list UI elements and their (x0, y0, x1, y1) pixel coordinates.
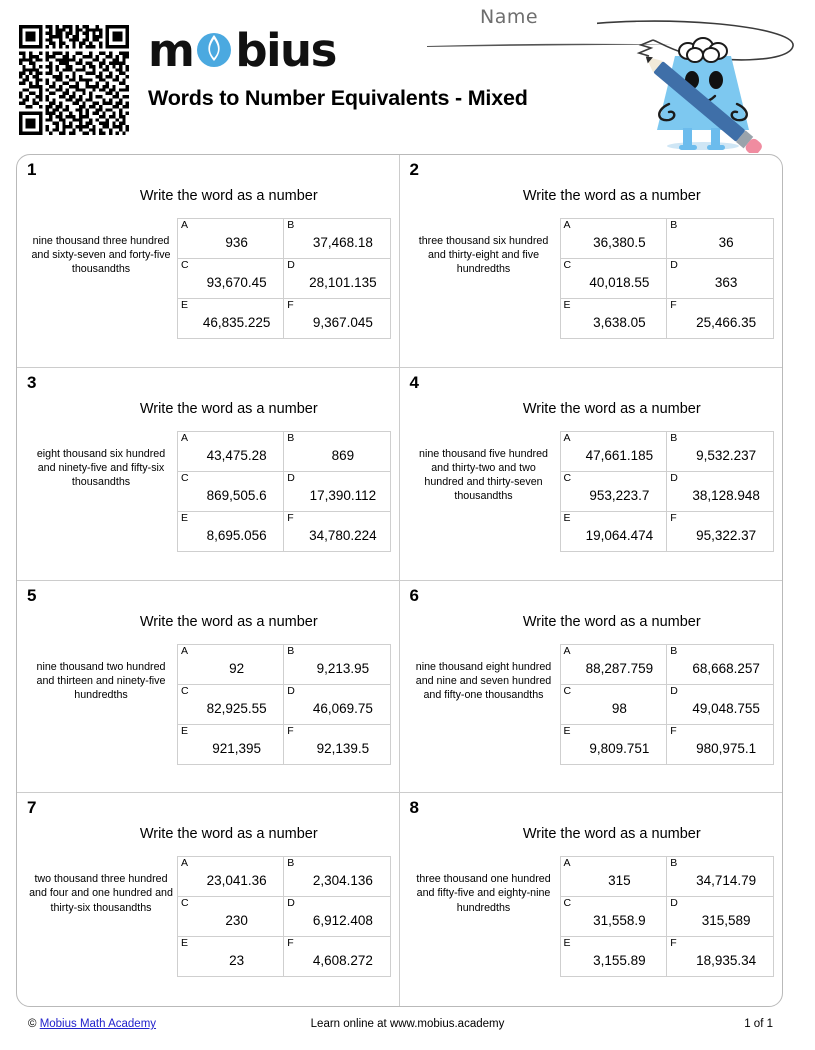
option-value: 8,695.056 (206, 527, 267, 543)
options-table (177, 644, 391, 765)
option-cell-f[interactable] (284, 937, 390, 977)
option-letter: D (670, 259, 678, 271)
options-row (560, 684, 774, 724)
footer-page-indicator: 1 of 1 (744, 1018, 773, 1030)
question-cell-2 (400, 155, 783, 368)
option-value: 6,912.408 (312, 913, 373, 929)
option-cell-d[interactable] (284, 259, 390, 299)
option-letter: E (181, 724, 189, 737)
options-table (177, 218, 391, 339)
option-letter: A (563, 431, 571, 444)
option-letter: C (181, 471, 189, 484)
option-value: 47,661.185 (585, 447, 654, 463)
option-letter: A (563, 644, 571, 657)
option-value: 38,128.948 (692, 487, 760, 503)
question-cell-3 (17, 368, 400, 581)
option-letter: C (563, 684, 572, 697)
option-value: 19,064.474 (585, 527, 654, 543)
option-cell-c[interactable] (560, 897, 667, 937)
option-letter: E (563, 724, 571, 737)
option-letter: D (287, 259, 295, 271)
option-cell-a[interactable] (560, 644, 667, 684)
option-cell-a[interactable] (178, 431, 284, 471)
options-table (177, 431, 391, 552)
option-cell-f[interactable] (284, 724, 390, 764)
question-cell-6 (400, 581, 783, 794)
option-cell-c[interactable] (560, 471, 667, 511)
option-value: 34,780.224 (309, 527, 377, 543)
option-value: 82,925.55 (206, 700, 267, 716)
question-prompt: Write the word as a number (139, 400, 318, 417)
option-letter: E (563, 937, 571, 950)
question-words: two thousand three hundred and four and one hundred and thirty-six thousandths (29, 873, 173, 914)
option-value: 68,668.257 (692, 660, 760, 676)
option-cell-c[interactable] (178, 897, 284, 937)
option-cell-f[interactable] (667, 724, 774, 764)
option-cell-d[interactable] (667, 471, 774, 511)
option-letter: C (181, 259, 189, 271)
option-cell-e[interactable] (560, 511, 667, 551)
questions-grid (17, 155, 782, 1006)
option-letter: F (670, 724, 677, 737)
option-cell-e[interactable] (560, 299, 667, 339)
option-letter: C (563, 259, 572, 271)
question-number: 4 (409, 372, 419, 392)
option-letter: B (670, 644, 678, 657)
questions-container (16, 154, 783, 1007)
option-letter: B (287, 857, 295, 870)
option-value: 88,287.759 (585, 660, 654, 676)
option-cell-a[interactable] (560, 857, 667, 897)
option-letter: A (563, 219, 571, 231)
option-value: 3,638.05 (593, 315, 646, 330)
question-number: 6 (409, 585, 419, 605)
option-letter: F (670, 299, 677, 311)
copyright-symbol: © (28, 1018, 37, 1030)
options-row (560, 857, 774, 897)
option-letter: F (287, 511, 294, 524)
option-letter: D (287, 471, 295, 484)
option-value: 980,975.1 (696, 740, 757, 756)
option-cell-a[interactable] (178, 219, 284, 259)
option-value: 869,505.6 (206, 487, 267, 503)
option-cell-e[interactable] (560, 937, 667, 977)
option-cell-a[interactable] (560, 219, 667, 259)
option-cell-d[interactable] (284, 897, 390, 937)
question-prompt: Write the word as a number (139, 826, 318, 843)
option-letter: A (181, 219, 189, 231)
options-table (560, 431, 775, 552)
option-value: 25,466.35 (696, 315, 757, 330)
option-letter: C (181, 897, 189, 910)
option-cell-c[interactable] (178, 471, 284, 511)
option-cell-b[interactable] (667, 219, 774, 259)
options-row (560, 259, 774, 299)
option-cell-e[interactable] (178, 724, 284, 764)
option-cell-b[interactable] (284, 644, 390, 684)
question-words: nine thousand eight hundred and nine and seven hundred and fifty-one thousandths (415, 660, 552, 701)
question-words: three thousand one hundred and fifty-five and eighty-nine hundredths (416, 873, 551, 914)
option-letter: D (287, 897, 295, 910)
option-letter: B (287, 644, 295, 657)
option-cell-b[interactable] (284, 219, 390, 259)
question-number: 1 (27, 160, 37, 179)
options-row (560, 937, 774, 977)
question-number: 2 (409, 160, 419, 179)
option-value: 34,714.79 (696, 873, 757, 889)
question-words: eight thousand six hundred and ninety-five and fifty-six thousandths (36, 447, 166, 488)
option-cell-d[interactable] (284, 684, 390, 724)
option-cell-c[interactable] (178, 259, 284, 299)
options-row (178, 897, 391, 937)
options-row (560, 724, 774, 764)
brand-block (148, 24, 598, 111)
option-value: 92,139.5 (316, 740, 370, 756)
option-cell-e[interactable] (178, 937, 284, 977)
option-letter: C (181, 684, 189, 697)
option-cell-b[interactable] (667, 857, 774, 897)
options-row (178, 937, 391, 977)
option-value: 363 (714, 275, 738, 290)
option-value: 9,367.045 (312, 315, 373, 330)
options-row (178, 259, 391, 299)
question-cell-1 (17, 155, 400, 368)
option-cell-b[interactable] (667, 644, 774, 684)
question-cell-4 (400, 368, 783, 581)
option-value: 869 (331, 447, 355, 463)
option-value: 46,069.75 (312, 700, 373, 716)
option-letter: A (181, 431, 189, 444)
options-row (178, 644, 391, 684)
option-cell-f[interactable] (284, 511, 390, 551)
option-cell-e[interactable] (560, 724, 667, 764)
question-prompt: Write the word as a number (522, 400, 701, 417)
page-footer (0, 1018, 815, 1038)
option-cell-e[interactable] (178, 511, 284, 551)
option-cell-a[interactable] (560, 431, 667, 471)
question-words: nine thousand two hundred and thirteen and ninety-five hundredths (36, 660, 166, 701)
logo-text-after: bius (235, 23, 336, 77)
option-value: 40,018.55 (589, 275, 650, 290)
question-number: 5 (27, 585, 37, 605)
question-words: nine thousand three hundred and sixty-seven and forty-five thousandths (31, 235, 171, 276)
question-cell-7 (17, 793, 400, 1006)
options-row (178, 219, 391, 259)
option-letter: E (563, 511, 571, 524)
option-value: 18,935.34 (696, 953, 757, 969)
question-number: 7 (27, 798, 37, 818)
options-row (560, 471, 774, 511)
mobius-math-academy-link[interactable]: Mobius Math Academy (39, 1018, 157, 1030)
option-letter: B (670, 857, 678, 870)
mobius-logo (148, 24, 598, 76)
option-letter: E (181, 937, 189, 950)
worksheet-header (0, 0, 815, 152)
option-letter: F (287, 937, 294, 950)
option-letter: D (670, 897, 678, 910)
option-value: 315,589 (701, 913, 751, 929)
question-words: three thousand six hundred and thirty-eight and five hundredths (418, 235, 549, 276)
option-value: 953,223.7 (589, 487, 650, 503)
options-row (178, 724, 391, 764)
option-letter: D (287, 684, 295, 697)
options-row (560, 219, 774, 259)
option-cell-f[interactable] (667, 299, 774, 339)
option-value: 315 (608, 873, 631, 889)
option-cell-d[interactable] (667, 684, 774, 724)
option-value: 28,101.135 (309, 275, 377, 290)
question-prompt: Write the word as a number (522, 613, 701, 630)
question-prompt: Write the word as a number (522, 826, 701, 843)
question-prompt: Write the word as a number (139, 188, 318, 204)
option-value: 921,395 (212, 740, 262, 756)
option-letter: A (181, 644, 189, 657)
options-table (177, 856, 391, 977)
option-value: 98 (611, 700, 627, 716)
option-letter: F (670, 511, 677, 524)
option-letter: F (287, 299, 294, 311)
question-number: 8 (409, 798, 419, 818)
option-value: 17,390.112 (309, 487, 377, 503)
option-letter: B (670, 219, 678, 231)
option-letter: B (670, 431, 678, 444)
option-letter: B (287, 219, 295, 231)
option-value: 36 (718, 235, 734, 250)
blue-character-with-pencil-icon (597, 18, 807, 153)
option-cell-e[interactable] (178, 299, 284, 339)
option-value: 4,608.272 (312, 953, 373, 969)
question-cell-5 (17, 581, 400, 794)
option-cell-a[interactable] (178, 857, 284, 897)
options-table (560, 856, 775, 977)
option-cell-f[interactable] (667, 937, 774, 977)
option-value: 93,670.45 (206, 275, 267, 290)
option-value: 95,322.37 (696, 527, 757, 543)
option-value: 92 (229, 660, 245, 676)
option-cell-d[interactable] (284, 471, 390, 511)
question-cell-8 (400, 793, 783, 1006)
question-prompt: Write the word as a number (139, 613, 318, 630)
logo-text-before: m (148, 23, 194, 77)
option-letter: F (287, 724, 294, 737)
option-value: 9,809.751 (589, 740, 650, 756)
options-row (560, 644, 774, 684)
option-letter: E (563, 299, 571, 311)
option-cell-b[interactable] (284, 857, 390, 897)
blue-swirl-o-icon (194, 30, 234, 70)
options-table (560, 644, 775, 765)
option-cell-a[interactable] (178, 644, 284, 684)
option-value: 9,532.237 (696, 447, 757, 463)
option-letter: C (563, 471, 572, 484)
option-value: 49,048.755 (692, 700, 760, 716)
options-table (560, 218, 775, 339)
option-value: 3,155.89 (593, 953, 646, 969)
option-letter: C (563, 897, 572, 910)
option-value: 43,475.28 (206, 447, 267, 463)
options-row (178, 857, 391, 897)
options-row (560, 299, 774, 339)
option-value: 936 (225, 235, 248, 250)
option-letter: D (670, 471, 678, 484)
options-row (560, 431, 774, 471)
qr-code-icon[interactable] (14, 25, 134, 135)
options-row (178, 511, 391, 551)
option-value: 23,041.36 (206, 873, 267, 889)
option-letter: A (563, 857, 571, 870)
options-row (560, 897, 774, 937)
option-value: 31,558.9 (593, 913, 646, 929)
option-letter: E (181, 299, 189, 311)
option-cell-b[interactable] (284, 431, 390, 471)
option-value: 2,304.136 (312, 873, 373, 889)
option-cell-c[interactable] (178, 684, 284, 724)
options-row (178, 431, 391, 471)
option-value: 46,835.225 (202, 315, 271, 330)
option-cell-b[interactable] (667, 431, 774, 471)
option-letter: A (181, 857, 189, 870)
options-row (560, 511, 774, 551)
page-title: Words to Number Equivalents - Mixed (148, 86, 528, 110)
option-value: 23 (229, 953, 245, 969)
option-cell-c[interactable] (560, 259, 667, 299)
option-value: 36,380.5 (593, 235, 646, 250)
option-letter: B (287, 431, 295, 444)
option-cell-c[interactable] (560, 684, 667, 724)
question-prompt: Write the word as a number (522, 188, 701, 204)
options-row (178, 684, 391, 724)
footer-learn-online-text: Learn online at www.mobius.academy (310, 1018, 505, 1030)
question-words: nine thousand five hundred and thirty-two and two hundred and thirty-seven thousandths (419, 447, 548, 503)
option-letter: F (670, 937, 677, 950)
option-cell-f[interactable] (284, 299, 390, 339)
options-row (178, 471, 391, 511)
option-letter: D (670, 684, 678, 697)
option-cell-d[interactable] (667, 259, 774, 299)
option-value: 9,213.95 (316, 660, 370, 676)
options-row (178, 299, 391, 339)
option-letter: E (181, 511, 189, 524)
option-value: 230 (225, 913, 248, 929)
question-number: 3 (27, 372, 37, 392)
option-cell-d[interactable] (667, 897, 774, 937)
option-cell-f[interactable] (667, 511, 774, 551)
option-value: 37,468.18 (312, 235, 373, 250)
name-label: Name (480, 6, 539, 28)
